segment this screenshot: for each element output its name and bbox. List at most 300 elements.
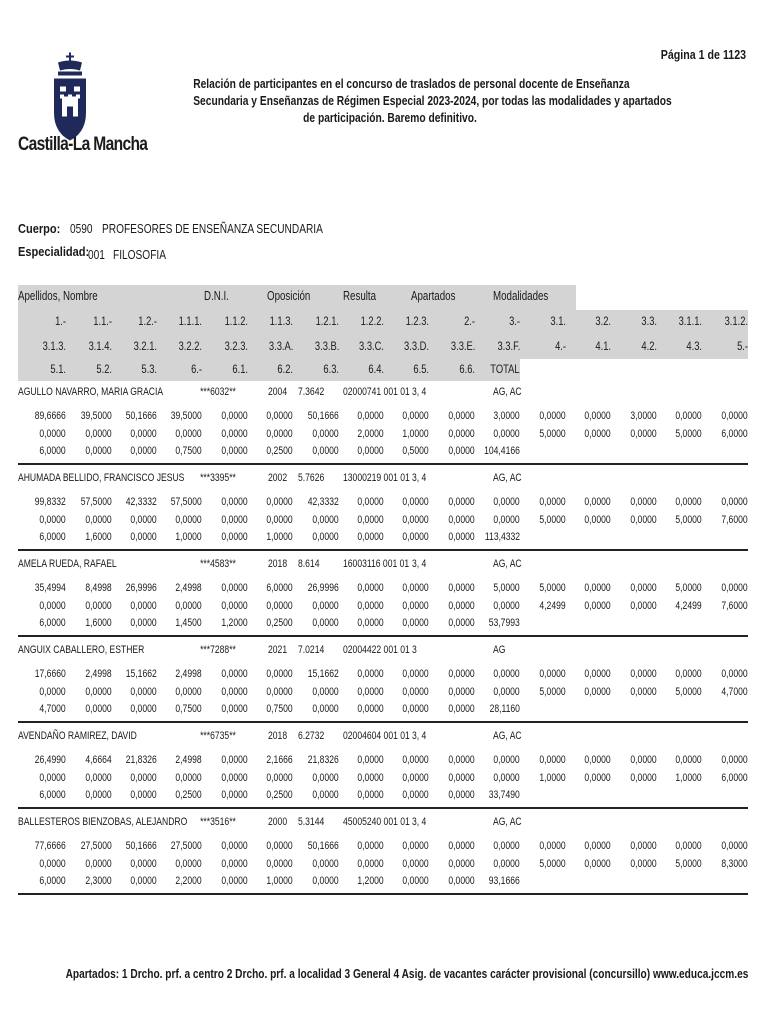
column-header: 3.3.F.	[497, 339, 520, 353]
modalidades-value: AG, AC	[493, 730, 522, 742]
participant-dni: ***3516**	[200, 816, 236, 828]
column-header: 6.4.	[368, 362, 384, 376]
modalidades-value: AG, AC	[493, 386, 522, 398]
especialidad-label: Especialidad:	[18, 244, 90, 259]
score-cell: 15,1662	[307, 668, 339, 680]
score-cell: 0,0000	[448, 496, 475, 508]
score-cell: 0,0000	[175, 858, 202, 870]
column-header: 3.3.E.	[450, 339, 475, 353]
column-header: 1.1.3.	[269, 314, 293, 328]
oposicion-score: 6.2732	[298, 730, 325, 742]
score-cell: 1,0000	[175, 531, 202, 543]
score-cell: 0,0000	[493, 514, 520, 526]
score-cell: 0,0000	[266, 686, 293, 698]
oposicion-year: 2018	[268, 730, 288, 742]
score-cell: 0,0000	[402, 772, 429, 784]
score-cell: 0,2500	[266, 445, 293, 457]
modalidades-value: AG, AC	[493, 816, 522, 828]
resulta-code: 13000219 001 01	[343, 472, 410, 484]
column-header: 5.1.	[50, 362, 66, 376]
participant-dni: ***6032**	[200, 386, 236, 398]
score-cell: 6,0000	[721, 772, 748, 784]
score-cell: 0,0000	[312, 617, 339, 629]
column-header: Apartados	[411, 289, 456, 303]
score-cell: 0,0000	[630, 428, 657, 440]
participant-separator	[18, 807, 748, 809]
score-cell: 0,0000	[402, 875, 429, 887]
score-cell: 0,0000	[539, 410, 566, 422]
score-cell: 1,0000	[539, 772, 566, 784]
score-cell: 0,0000	[130, 686, 157, 698]
score-cell: 0,0000	[130, 445, 157, 457]
score-cell: 0,0000	[402, 668, 429, 680]
score-cell: 6,0000	[39, 617, 66, 629]
score-cell: 0,0000	[493, 600, 520, 612]
score-cell: 0,0000	[357, 531, 384, 543]
score-cell: 0,0000	[357, 840, 384, 852]
score-cell: 1,0000	[266, 875, 293, 887]
score-cell: 2,4998	[175, 668, 202, 680]
score-cell: 3,0000	[493, 410, 520, 422]
score-cell: 0,0000	[448, 617, 475, 629]
score-cell: 0,0000	[39, 772, 66, 784]
score-cell: 5,0000	[539, 686, 566, 698]
score-cell: 77,6666	[34, 840, 66, 852]
score-cell: 5,0000	[539, 582, 566, 594]
modalidades-value: AG	[493, 644, 506, 656]
score-cell: 0,0000	[448, 789, 475, 801]
logo-wordmark: Castilla-La Mancha	[18, 134, 148, 155]
oposicion-year: 2021	[268, 644, 288, 656]
resulta-code: 45005240 001 01	[343, 816, 410, 828]
score-cell: 0,0000	[357, 754, 384, 766]
column-header: 3.2.2.	[178, 339, 202, 353]
score-cell: 0,0000	[39, 686, 66, 698]
especialidad-name: FILOSOFIA	[113, 247, 166, 262]
participant-separator	[18, 721, 748, 723]
participant-separator	[18, 893, 748, 895]
column-header: Modalidades	[493, 289, 549, 303]
participant-name: AMELA RUEDA, RAFAEL	[18, 558, 117, 570]
score-cell: 0,0000	[85, 428, 112, 440]
score-cell: 0,0000	[402, 410, 429, 422]
column-header: 5.-	[737, 339, 748, 353]
score-cell: 0,0000	[630, 514, 657, 526]
participant-name: AVENDAÑO RAMIREZ, DAVID	[18, 730, 137, 742]
oposicion-score: 8.614	[298, 558, 320, 570]
participant-name: ANGUIX CABALLERO, ESTHER	[18, 644, 145, 656]
score-cell: 0,0000	[630, 496, 657, 508]
column-header: 3.3.A.	[268, 339, 293, 353]
column-header: Resulta	[343, 289, 377, 303]
score-cell: 0,0000	[130, 428, 157, 440]
score-cell: 0,0000	[402, 531, 429, 543]
score-cell: 0,0000	[402, 789, 429, 801]
score-cell: 0,0000	[175, 514, 202, 526]
score-cell: 0,0000	[85, 789, 112, 801]
score-cell: 0,0000	[266, 600, 293, 612]
column-header: 3.3.	[641, 314, 657, 328]
oposicion-score: 5.3144	[298, 816, 325, 828]
score-cell: 4,2499	[675, 600, 702, 612]
score-cell: 26,9996	[125, 582, 157, 594]
score-cell: 0,0000	[630, 668, 657, 680]
score-cell: 0,0000	[357, 772, 384, 784]
score-cell: 5,0000	[539, 858, 566, 870]
column-header: 1.-	[55, 314, 66, 328]
page-number: Página 1 de 1123	[660, 47, 746, 62]
column-header: 3.1.4.	[88, 339, 112, 353]
score-cell: 0,0000	[402, 600, 429, 612]
total-score: 113,4332	[484, 531, 520, 543]
score-cell: 2,1666	[266, 754, 293, 766]
score-cell: 0,0000	[539, 496, 566, 508]
oposicion-year: 2000	[268, 816, 288, 828]
score-cell: 42,3332	[125, 496, 157, 508]
score-cell: 2,4998	[175, 754, 202, 766]
score-cell: 0,0000	[312, 875, 339, 887]
score-cell: 0,0000	[675, 840, 702, 852]
score-cell: 4,7000	[721, 686, 748, 698]
score-cell: 0,0000	[221, 582, 248, 594]
score-cell: 0,0000	[630, 840, 657, 852]
score-cell: 0,0000	[402, 514, 429, 526]
score-cell: 0,0000	[312, 703, 339, 715]
score-cell: 0,0000	[584, 668, 611, 680]
score-cell: 1,0000	[402, 428, 429, 440]
score-cell: 15,1662	[125, 668, 157, 680]
score-cell: 0,0000	[85, 686, 112, 698]
score-cell: 0,0000	[312, 686, 339, 698]
participant-separator	[18, 635, 748, 637]
title-line-1: Relación de participantes en el concurso de traslados de personal docente de Enseñanza	[193, 77, 630, 91]
column-header: 1.1.-	[93, 314, 112, 328]
document-title	[150, 76, 672, 127]
resulta-code: 02004422 001 01	[343, 644, 410, 656]
score-cell: 0,0000	[357, 600, 384, 612]
footer-legend: Apartados: 1 Drcho. prf. a centro 2 Drcho. prf. a localidad 3 General 4 Asig. de vacantes carácter provisional (concursillo) www.educa.jccm.es	[65, 966, 748, 981]
score-cell: 0,0000	[584, 410, 611, 422]
oposicion-score: 7.0214	[298, 644, 325, 656]
score-cell: 50,1666	[125, 840, 157, 852]
score-cell: 0,0000	[448, 445, 475, 457]
score-cell: 0,0000	[493, 858, 520, 870]
score-cell: 0,0000	[221, 496, 248, 508]
score-cell: 89,6666	[34, 410, 66, 422]
cuerpo-name: PROFESORES DE ENSEÑANZA SECUNDARIA	[102, 221, 323, 236]
score-cell: 0,0000	[402, 496, 429, 508]
score-cell: 5,0000	[675, 582, 702, 594]
score-cell: 0,0000	[448, 410, 475, 422]
score-cell: 3,0000	[630, 410, 657, 422]
score-cell: 0,0000	[448, 668, 475, 680]
column-header: 1.1.1.	[178, 314, 202, 328]
score-cell: 0,0000	[584, 496, 611, 508]
score-cell: 0,0000	[312, 428, 339, 440]
column-header: 3.3.B.	[314, 339, 339, 353]
oposicion-score: 5.7626	[298, 472, 325, 484]
especialidad-row	[18, 244, 166, 262]
column-header: 6.3.	[323, 362, 339, 376]
modalidades-value: AG, AC	[493, 558, 522, 570]
score-cell: 0,0000	[675, 410, 702, 422]
score-cell: 0,0000	[357, 858, 384, 870]
score-cell: 0,0000	[402, 858, 429, 870]
score-cell: 0,0000	[584, 858, 611, 870]
score-cell: 0,7500	[266, 703, 293, 715]
score-cell: 1,6000	[85, 617, 112, 629]
score-cell: 6,0000	[39, 445, 66, 457]
score-cell: 57,5000	[170, 496, 202, 508]
column-header: 3.-	[509, 314, 520, 328]
score-cell: 0,0000	[39, 600, 66, 612]
score-cell: 1,4500	[175, 617, 202, 629]
score-cell: 0,0000	[312, 789, 339, 801]
score-cell: 0,0000	[402, 840, 429, 852]
participant-name: BALLESTEROS BIENZOBAS, ALEJANDRO	[18, 816, 188, 828]
score-cell: 6,0000	[39, 531, 66, 543]
column-header: 2.-	[464, 314, 475, 328]
score-cell: 0,0000	[448, 840, 475, 852]
column-header: 3.2.	[595, 314, 611, 328]
score-cell: 0,0000	[312, 600, 339, 612]
total-score: 104,4166	[484, 445, 520, 457]
score-cell: 21,8326	[125, 754, 157, 766]
score-cell: 0,0000	[584, 600, 611, 612]
score-cell: 0,0000	[221, 600, 248, 612]
apartados-value: 3	[412, 644, 417, 656]
score-cell: 5,0000	[675, 858, 702, 870]
score-cell: 50,1666	[125, 410, 157, 422]
score-cell: 0,0000	[312, 772, 339, 784]
score-cell: 0,0000	[448, 772, 475, 784]
cuerpo-code: 0590	[70, 221, 93, 236]
score-cell: 0,0000	[630, 600, 657, 612]
score-cell: 0,0000	[448, 875, 475, 887]
score-cell: 0,0000	[357, 445, 384, 457]
score-cell: 0,0000	[448, 428, 475, 440]
participant-dni: ***4583**	[200, 558, 236, 570]
title-line-3: de participación. Baremo definitivo.	[303, 111, 477, 125]
score-cell: 4,2499	[539, 600, 566, 612]
column-header: 6.1.	[232, 362, 248, 376]
score-cell: 0,0000	[266, 496, 293, 508]
score-cell: 1,0000	[266, 531, 293, 543]
column-header: 3.1.3.	[42, 339, 66, 353]
score-cell: 0,0000	[85, 514, 112, 526]
column-header: 6.2.	[277, 362, 293, 376]
score-cell: 0,0000	[221, 875, 248, 887]
score-cell: 0,0000	[39, 514, 66, 526]
score-cell: 0,0000	[357, 410, 384, 422]
score-cell: 0,0000	[221, 410, 248, 422]
score-cell: 0,0000	[221, 686, 248, 698]
score-cell: 0,0000	[266, 840, 293, 852]
score-cell: 0,0000	[130, 858, 157, 870]
score-cell: 0,0000	[630, 582, 657, 594]
score-cell: 0,0000	[221, 428, 248, 440]
score-cell: 0,0000	[675, 668, 702, 680]
score-cell: 1,6000	[85, 531, 112, 543]
resulta-code: 02004604 001 01	[343, 730, 410, 742]
participant-dni: ***3395**	[200, 472, 236, 484]
score-cell: 0,0000	[130, 789, 157, 801]
score-cell: 0,0000	[266, 410, 293, 422]
score-cell: 0,0000	[357, 582, 384, 594]
column-header: Apellidos, Nombre	[18, 289, 98, 303]
score-cell: 0,0000	[266, 514, 293, 526]
score-cell: 0,7500	[175, 703, 202, 715]
score-cell: 0,0000	[39, 858, 66, 870]
score-cell: 0,0000	[675, 496, 702, 508]
resulta-code: 16003116 001 01	[343, 558, 410, 570]
column-header: 4.-	[555, 339, 566, 353]
score-cell: 0,0000	[357, 496, 384, 508]
apartados-value: 3, 4	[412, 472, 427, 484]
score-cell: 0,0000	[221, 445, 248, 457]
score-cell: 0,0000	[175, 428, 202, 440]
score-cell: 4,6664	[85, 754, 112, 766]
score-cell: 0,0000	[539, 840, 566, 852]
score-cell: 6,0000	[39, 789, 66, 801]
column-header: 3.1.1.	[678, 314, 702, 328]
score-cell: 6,0000	[39, 875, 66, 887]
participant-name: AGULLO NAVARRO, MARIA GRACIA	[18, 386, 164, 398]
column-header: 1.2.2.	[360, 314, 384, 328]
participant-separator	[18, 549, 748, 551]
score-cell: 0,0000	[312, 445, 339, 457]
title-line-2: Secundaria y Enseñanzas de Régimen Especial 2023-2024, por todas las modalidades y apartados	[193, 94, 672, 108]
score-cell: 39,5000	[80, 410, 112, 422]
score-cell: 0,0000	[584, 514, 611, 526]
score-cell: 0,0000	[221, 754, 248, 766]
apartados-value: 3, 4	[412, 816, 427, 828]
score-cell: 42,3332	[307, 496, 339, 508]
score-cell: 0,0000	[448, 686, 475, 698]
apartados-value: 3, 4	[412, 730, 427, 742]
score-cell: 0,0000	[221, 789, 248, 801]
score-cell: 0,0000	[85, 703, 112, 715]
score-cell: 5,0000	[675, 514, 702, 526]
score-cell: 0,0000	[448, 600, 475, 612]
score-cell: 0,0000	[221, 668, 248, 680]
apartados-value: 3, 4	[412, 558, 427, 570]
score-cell: 50,1666	[307, 840, 339, 852]
score-cell: 0,2500	[266, 617, 293, 629]
score-cell: 0,0000	[221, 840, 248, 852]
score-cell: 0,0000	[221, 858, 248, 870]
score-cell: 0,0000	[402, 703, 429, 715]
score-cell: 2,0000	[357, 428, 384, 440]
participant-dni: ***7288**	[200, 644, 236, 656]
score-cell: 0,2500	[266, 789, 293, 801]
score-cell: 0,0000	[721, 668, 748, 680]
column-header: 5.3.	[141, 362, 157, 376]
score-cell: 2,2000	[175, 875, 202, 887]
score-cell: 0,0000	[312, 514, 339, 526]
score-cell: 0,0000	[266, 428, 293, 440]
score-cell: 0,0000	[584, 686, 611, 698]
oposicion-year: 2018	[268, 558, 288, 570]
score-cell: 0,0000	[175, 772, 202, 784]
participant-separator	[18, 463, 748, 465]
score-cell: 35,4994	[34, 582, 66, 594]
score-cell: 0,0000	[584, 772, 611, 784]
score-cell: 21,8326	[307, 754, 339, 766]
score-cell: 6,0000	[721, 428, 748, 440]
score-cell: 0,0000	[493, 686, 520, 698]
score-cell: 0,0000	[493, 754, 520, 766]
score-cell: 5,0000	[539, 514, 566, 526]
score-cell: 0,0000	[630, 858, 657, 870]
score-cell: 7,6000	[721, 600, 748, 612]
score-cell: 2,4998	[175, 582, 202, 594]
score-cell: 0,0000	[85, 858, 112, 870]
score-cell: 0,0000	[584, 582, 611, 594]
score-cell: 6,0000	[266, 582, 293, 594]
score-cell: 0,0000	[402, 754, 429, 766]
score-cell: 0,0000	[584, 754, 611, 766]
score-cell: 27,5000	[170, 840, 202, 852]
score-cell: 8,3000	[721, 858, 748, 870]
score-cell: 0,0000	[39, 428, 66, 440]
score-cell: 0,0000	[130, 617, 157, 629]
modalidades-value: AG, AC	[493, 472, 522, 484]
cuerpo-row	[18, 221, 323, 236]
column-header: 1.1.2.	[224, 314, 248, 328]
column-header: 6.5.	[413, 362, 429, 376]
score-cell: 0,0000	[721, 410, 748, 422]
score-cell: 0,0000	[448, 703, 475, 715]
score-cell: 0,0000	[721, 840, 748, 852]
score-cell: 0,0000	[721, 496, 748, 508]
score-cell: 0,0000	[584, 428, 611, 440]
score-cell: 2,4998	[85, 668, 112, 680]
score-cell: 0,0000	[312, 531, 339, 543]
score-cell: 0,0000	[721, 582, 748, 594]
resulta-code: 02000741 001 01	[343, 386, 410, 398]
score-cell: 0,0000	[175, 600, 202, 612]
column-header: 4.1.	[595, 339, 611, 353]
score-cell: 0,0000	[85, 445, 112, 457]
column-header: 3.1.	[550, 314, 566, 328]
score-cell: 0,0000	[448, 754, 475, 766]
oposicion-score: 7.3642	[298, 386, 325, 398]
score-cell: 0,0000	[312, 858, 339, 870]
score-cell: 0,0000	[493, 496, 520, 508]
score-cell: 2,3000	[85, 875, 112, 887]
score-cell: 26,9996	[307, 582, 339, 594]
score-cell: 1,2000	[221, 617, 248, 629]
score-cell: 0,0000	[221, 703, 248, 715]
score-cell: 0,0000	[175, 686, 202, 698]
score-cell: 0,0000	[357, 686, 384, 698]
score-cell: 0,0000	[448, 858, 475, 870]
column-header: 4.2.	[641, 339, 657, 353]
column-header: 3.2.3.	[224, 339, 248, 353]
score-cell: 0,0000	[448, 531, 475, 543]
score-cell: 0,0000	[130, 600, 157, 612]
column-header: 6.6.	[459, 362, 475, 376]
total-score: 33,7490	[488, 789, 520, 801]
score-cell: 0,0000	[402, 582, 429, 594]
score-cell: 0,0000	[539, 754, 566, 766]
score-cell: 0,0000	[448, 582, 475, 594]
score-cell: 0,0000	[493, 668, 520, 680]
cuerpo-label: Cuerpo:	[18, 221, 61, 236]
score-cell: 0,0000	[493, 840, 520, 852]
score-cell: 0,0000	[85, 600, 112, 612]
